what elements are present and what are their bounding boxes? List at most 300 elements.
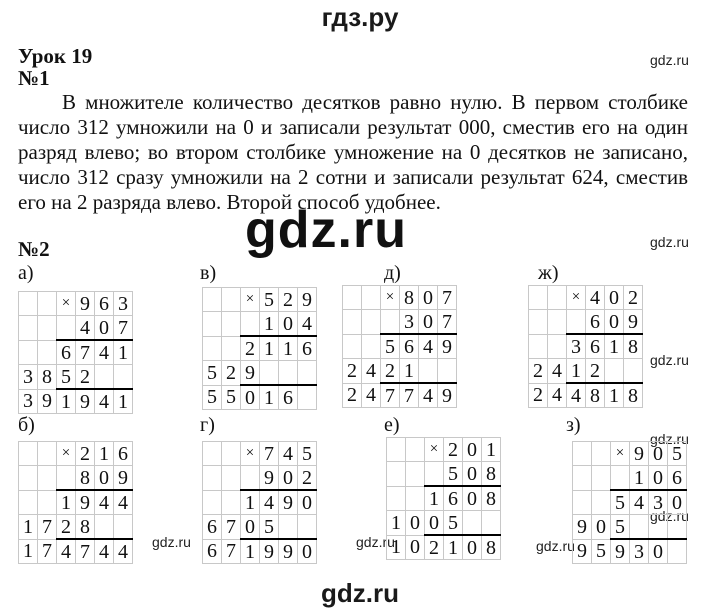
grid-cell — [38, 292, 57, 316]
grid-cell — [57, 316, 76, 341]
grid-cell: 0 — [241, 385, 260, 410]
watermark: gdz.ru — [356, 534, 395, 550]
grid-cell: 5 — [260, 515, 279, 540]
grid-cell: 1 — [260, 312, 279, 337]
grid-cell: 4 — [57, 539, 76, 564]
grid-row — [203, 361, 317, 386]
grid-cell: 6 — [586, 334, 605, 359]
grid-row — [387, 438, 501, 462]
grid-cell: 3 — [19, 365, 38, 390]
grid-cell: 4 — [279, 442, 298, 466]
task-2-number: №2 — [18, 237, 50, 261]
grid-cell — [203, 490, 222, 515]
grid-row — [573, 539, 687, 564]
grid-cell — [222, 288, 241, 312]
grid-cell — [57, 466, 76, 491]
grid-cell: 4 — [95, 340, 114, 365]
grid-cell — [38, 442, 57, 466]
grid-cell — [38, 340, 57, 365]
grid-cell: 2 — [529, 359, 548, 384]
grid-cell — [95, 515, 114, 540]
grid-row — [203, 312, 317, 337]
watermark: gdz.ru — [650, 52, 689, 68]
item-label: в) — [200, 262, 217, 284]
grid-cell — [241, 312, 260, 337]
grid-cell — [362, 286, 381, 310]
grid-row — [387, 486, 501, 511]
grid-cell — [463, 511, 482, 536]
grid-cell: 5 — [668, 442, 687, 466]
grid-row — [387, 462, 501, 487]
grid-cell: 6 — [668, 466, 687, 491]
grid-cell: 4 — [586, 286, 605, 310]
grid-cell: 0 — [463, 486, 482, 511]
grid-cell — [573, 442, 592, 466]
item-label: е) — [384, 414, 400, 436]
grid-cell: 4 — [298, 312, 317, 337]
grid-row — [203, 442, 317, 466]
grid-cell — [19, 292, 38, 316]
grid-cell: 0 — [279, 312, 298, 337]
grid-cell: × — [567, 286, 586, 310]
grid-row — [573, 442, 687, 466]
grid-row — [573, 466, 687, 491]
grid-cell: 0 — [463, 535, 482, 560]
grid-cell: 1 — [19, 539, 38, 564]
grid-row — [343, 334, 457, 359]
grid-cell: 5 — [203, 361, 222, 386]
grid-cell — [406, 486, 425, 511]
grid-row — [203, 336, 317, 361]
grid-cell: 1 — [444, 535, 463, 560]
grid-cell — [343, 286, 362, 310]
grid-cell — [548, 286, 567, 310]
grid-cell — [222, 490, 241, 515]
grid-cell — [19, 466, 38, 491]
grid-cell: 4 — [362, 383, 381, 408]
grid-cell: 3 — [114, 292, 133, 316]
item-label: д) — [384, 262, 401, 284]
grid-cell: 4 — [114, 490, 133, 515]
grid-cell: 0 — [592, 515, 611, 540]
item-label: г) — [200, 414, 215, 436]
grid-cell: 0 — [649, 466, 668, 491]
grid-cell: 5 — [592, 539, 611, 564]
grid-cell: 9 — [76, 389, 95, 414]
multiplication-grid — [202, 287, 317, 410]
grid-row — [19, 389, 133, 414]
grid-row — [573, 490, 687, 515]
grid-row — [203, 385, 317, 410]
grid-row — [387, 535, 501, 560]
grid-cell: 5 — [611, 490, 630, 515]
multiplication-grid — [342, 285, 457, 408]
grid-cell: 7 — [381, 383, 400, 408]
grid-cell: 3 — [567, 334, 586, 359]
grid-cell: 7 — [400, 383, 419, 408]
grid-cell: 1 — [260, 385, 279, 410]
grid-row — [19, 515, 133, 540]
grid-cell: 7 — [438, 286, 457, 310]
grid-cell — [222, 312, 241, 337]
task-1-number: №1 — [18, 66, 50, 90]
grid-cell: 0 — [298, 539, 317, 564]
grid-cell — [203, 442, 222, 466]
site-title: гдз.ру — [321, 2, 399, 32]
grid-cell: 1 — [57, 490, 76, 515]
grid-cell — [114, 515, 133, 540]
grid-cell — [38, 490, 57, 515]
grid-cell: 2 — [381, 359, 400, 384]
grid-cell: 4 — [630, 490, 649, 515]
grid-cell: 8 — [38, 365, 57, 390]
grid-cell: × — [425, 438, 444, 462]
grid-cell — [548, 334, 567, 359]
watermark: gdz.ru — [536, 538, 575, 554]
grid-cell: 6 — [586, 310, 605, 335]
multiplication-grid — [386, 437, 501, 560]
grid-cell: 8 — [624, 334, 643, 359]
grid-cell: 1 — [57, 389, 76, 414]
grid-cell — [649, 515, 668, 540]
grid-cell: 3 — [19, 389, 38, 414]
grid-cell: 3 — [630, 539, 649, 564]
grid-cell: 8 — [482, 535, 501, 560]
grid-cell: 4 — [114, 539, 133, 564]
grid-row — [19, 466, 133, 491]
grid-cell: 9 — [438, 334, 457, 359]
grid-cell: 4 — [95, 389, 114, 414]
grid-cell: 4 — [95, 490, 114, 515]
grid-cell — [529, 334, 548, 359]
grid-cell: 2 — [298, 466, 317, 491]
item-label: з) — [566, 414, 581, 436]
grid-cell: 0 — [419, 310, 438, 335]
grid-cell: 9 — [573, 515, 592, 540]
grid-cell — [19, 490, 38, 515]
watermark: gdz.ru — [650, 234, 689, 250]
grid-cell: 9 — [438, 383, 457, 408]
grid-cell — [567, 310, 586, 335]
grid-cell — [279, 515, 298, 540]
grid-cell: 1 — [19, 515, 38, 540]
grid-cell: 1 — [605, 334, 624, 359]
grid-cell — [668, 539, 687, 564]
grid-cell: 0 — [668, 490, 687, 515]
grid-row — [19, 292, 133, 316]
grid-cell — [343, 334, 362, 359]
grid-cell — [605, 359, 624, 384]
grid-cell: 0 — [425, 511, 444, 536]
grid-cell — [406, 438, 425, 462]
grid-cell: 9 — [624, 310, 643, 335]
grid-cell: 9 — [114, 466, 133, 491]
grid-cell — [630, 515, 649, 540]
grid-cell: 1 — [95, 442, 114, 466]
grid-cell — [260, 361, 279, 386]
grid-cell: 0 — [605, 310, 624, 335]
multiplication-grid — [528, 285, 643, 408]
grid-cell: 1 — [387, 535, 406, 560]
multiplication-grid — [572, 441, 687, 564]
grid-cell — [298, 385, 317, 410]
grid-cell: 2 — [586, 359, 605, 384]
grid-cell: 6 — [203, 515, 222, 540]
grid-cell: 7 — [222, 539, 241, 564]
grid-cell: 2 — [343, 383, 362, 408]
grid-cell — [529, 286, 548, 310]
grid-cell: 0 — [298, 490, 317, 515]
grid-cell — [203, 288, 222, 312]
grid-row — [387, 511, 501, 536]
grid-cell: 0 — [463, 438, 482, 462]
grid-cell: 2 — [444, 438, 463, 462]
grid-cell — [343, 310, 362, 335]
grid-cell: 3 — [649, 490, 668, 515]
grid-cell: 8 — [586, 383, 605, 408]
grid-cell — [624, 359, 643, 384]
grid-cell — [573, 466, 592, 491]
grid-row — [19, 490, 133, 515]
grid-cell: 4 — [548, 359, 567, 384]
grid-cell: 8 — [400, 286, 419, 310]
multiplication-grid — [18, 291, 133, 414]
multiplication-grid — [18, 441, 133, 564]
watermark: gdz.ru — [650, 508, 689, 524]
grid-row — [343, 383, 457, 408]
grid-cell: 9 — [38, 389, 57, 414]
grid-cell: 0 — [605, 286, 624, 310]
grid-cell: 4 — [260, 490, 279, 515]
grid-row — [529, 359, 643, 384]
grid-cell: 1 — [400, 359, 419, 384]
grid-cell: 1 — [279, 336, 298, 361]
grid-cell — [381, 310, 400, 335]
grid-cell: 9 — [298, 288, 317, 312]
grid-cell — [362, 310, 381, 335]
grid-cell: 5 — [222, 385, 241, 410]
grid-row — [19, 316, 133, 341]
grid-cell — [203, 312, 222, 337]
grid-cell: 2 — [425, 535, 444, 560]
grid-cell — [529, 310, 548, 335]
grid-row — [343, 286, 457, 310]
task-1-text: В множителе количество десятков равно нулю. В первом столбике число 312 умножили на 0 и записали результат 000, сместив его на один разряд влево; во втором столбике умножение на 0 десятков не записано, число 312 сразу умножили на 2 сотни и записали результат 624, сместив его на 2 разряда влево. Второй способ удобнее. — [18, 90, 688, 214]
grid-cell: 9 — [260, 539, 279, 564]
grid-cell: 9 — [279, 490, 298, 515]
grid-cell: × — [611, 442, 630, 466]
grid-cell — [279, 361, 298, 386]
grid-cell — [203, 336, 222, 361]
grid-row — [19, 340, 133, 365]
grid-cell: 7 — [438, 310, 457, 335]
watermark: gdz.ru — [152, 534, 191, 550]
site-footer: gdz.ru — [321, 578, 399, 608]
grid-cell: 0 — [279, 466, 298, 491]
grid-cell: 8 — [76, 515, 95, 540]
grid-cell: 6 — [95, 292, 114, 316]
grid-cell: 0 — [95, 316, 114, 341]
grid-cell: 1 — [482, 438, 501, 462]
grid-cell: 4 — [419, 334, 438, 359]
grid-cell — [387, 486, 406, 511]
grid-cell: 6 — [203, 539, 222, 564]
grid-cell: 8 — [482, 462, 501, 487]
grid-cell: 6 — [444, 486, 463, 511]
grid-cell: 1 — [241, 539, 260, 564]
grid-row — [529, 334, 643, 359]
grid-cell — [406, 462, 425, 487]
grid-cell: 1 — [630, 466, 649, 491]
grid-cell: 8 — [482, 486, 501, 511]
grid-cell: 0 — [649, 442, 668, 466]
grid-cell: 4 — [548, 383, 567, 408]
grid-cell: 2 — [76, 365, 95, 390]
grid-cell: 5 — [444, 462, 463, 487]
grid-cell — [573, 490, 592, 515]
grid-cell — [222, 466, 241, 491]
grid-cell: × — [241, 442, 260, 466]
grid-cell: 5 — [203, 385, 222, 410]
grid-cell — [19, 340, 38, 365]
grid-cell: 1 — [114, 340, 133, 365]
grid-cell: 9 — [279, 539, 298, 564]
item-label: ж) — [538, 262, 559, 284]
grid-cell: 0 — [419, 286, 438, 310]
grid-cell: 5 — [298, 442, 317, 466]
lesson-title: Урок 19 — [18, 44, 93, 68]
item-label: а) — [18, 262, 34, 284]
grid-cell: 2 — [624, 286, 643, 310]
grid-cell: × — [241, 288, 260, 312]
grid-row — [19, 539, 133, 564]
grid-cell: 1 — [241, 490, 260, 515]
grid-cell — [38, 316, 57, 341]
grid-cell: 0 — [406, 511, 425, 536]
grid-cell — [482, 511, 501, 536]
grid-cell: 2 — [343, 359, 362, 384]
grid-cell — [592, 442, 611, 466]
grid-row — [19, 442, 133, 466]
grid-cell — [438, 359, 457, 384]
grid-row — [203, 490, 317, 515]
watermark: gdz.ru — [650, 352, 689, 368]
grid-row — [203, 539, 317, 564]
grid-cell: 9 — [241, 361, 260, 386]
grid-cell: 4 — [419, 383, 438, 408]
watermark-big: gdz.ru — [245, 201, 407, 259]
grid-cell — [611, 466, 630, 491]
grid-cell — [592, 466, 611, 491]
grid-cell: 1 — [425, 486, 444, 511]
grid-row — [573, 515, 687, 540]
grid-cell: 9 — [260, 466, 279, 491]
grid-cell: 1 — [387, 511, 406, 536]
grid-cell: 2 — [76, 442, 95, 466]
grid-cell: 7 — [76, 539, 95, 564]
grid-row — [529, 383, 643, 408]
grid-cell: 6 — [400, 334, 419, 359]
grid-row — [203, 515, 317, 540]
grid-cell: 2 — [222, 361, 241, 386]
grid-cell: 1 — [260, 336, 279, 361]
grid-cell: 1 — [567, 359, 586, 384]
watermark: gdz.ru — [650, 431, 689, 447]
grid-row — [19, 365, 133, 390]
grid-cell: 5 — [57, 365, 76, 390]
grid-row — [203, 466, 317, 491]
grid-cell: 9 — [76, 490, 95, 515]
grid-cell: 8 — [76, 466, 95, 491]
grid-cell: 9 — [573, 539, 592, 564]
grid-cell: 2 — [241, 336, 260, 361]
grid-cell: 4 — [567, 383, 586, 408]
grid-cell: 6 — [298, 336, 317, 361]
grid-cell: 2 — [57, 515, 76, 540]
grid-cell — [592, 490, 611, 515]
grid-cell: 2 — [529, 383, 548, 408]
grid-cell: 0 — [406, 535, 425, 560]
grid-cell — [222, 336, 241, 361]
grid-row — [529, 310, 643, 335]
grid-cell: 9 — [611, 539, 630, 564]
grid-cell — [548, 310, 567, 335]
grid-cell: 9 — [76, 292, 95, 316]
grid-cell: 8 — [624, 383, 643, 408]
grid-cell — [362, 334, 381, 359]
grid-cell: 6 — [57, 340, 76, 365]
grid-cell: 0 — [95, 466, 114, 491]
grid-cell — [241, 466, 260, 491]
grid-cell — [222, 442, 241, 466]
grid-cell: 1 — [605, 383, 624, 408]
grid-cell — [95, 365, 114, 390]
grid-cell — [387, 462, 406, 487]
grid-cell: 6 — [279, 385, 298, 410]
grid-cell — [298, 515, 317, 540]
grid-cell: 7 — [76, 340, 95, 365]
grid-cell — [114, 365, 133, 390]
grid-cell: 5 — [260, 288, 279, 312]
grid-cell — [387, 438, 406, 462]
grid-cell: 6 — [114, 442, 133, 466]
grid-cell: 7 — [222, 515, 241, 540]
grid-row — [343, 310, 457, 335]
grid-cell: × — [381, 286, 400, 310]
grid-cell: 7 — [38, 515, 57, 540]
grid-cell: 7 — [38, 539, 57, 564]
grid-cell: 5 — [444, 511, 463, 536]
grid-cell: 2 — [279, 288, 298, 312]
grid-cell: × — [57, 442, 76, 466]
grid-cell: 7 — [260, 442, 279, 466]
grid-cell: 9 — [630, 442, 649, 466]
grid-cell — [419, 359, 438, 384]
grid-cell: 5 — [381, 334, 400, 359]
item-label: б) — [18, 414, 35, 436]
grid-row — [343, 359, 457, 384]
multiplication-grid — [202, 441, 317, 564]
grid-cell — [298, 361, 317, 386]
grid-cell: 7 — [114, 316, 133, 341]
grid-cell: 1 — [114, 389, 133, 414]
grid-cell — [19, 442, 38, 466]
grid-cell: 0 — [649, 539, 668, 564]
grid-cell: 4 — [76, 316, 95, 341]
grid-cell — [19, 316, 38, 341]
grid-row — [529, 286, 643, 310]
grid-cell: 5 — [611, 515, 630, 540]
